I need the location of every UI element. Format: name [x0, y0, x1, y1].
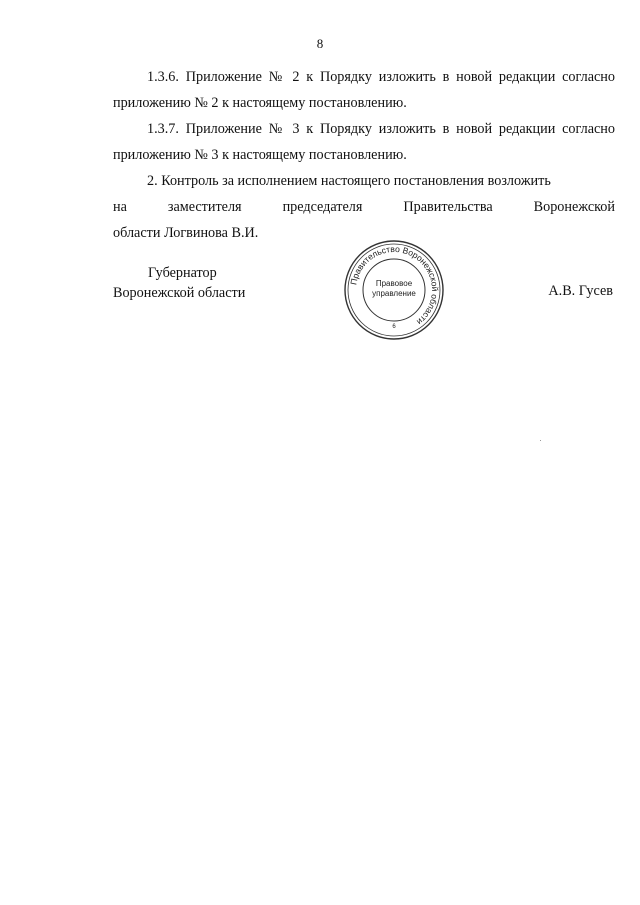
scan-speck	[540, 440, 541, 441]
paragraph-line: 2. Контроль за исполнением настоящего постановления возложить	[147, 173, 551, 189]
paragraph-line: 1.3.7. Приложение № 3 к Порядку изложить в новой редакции согласно	[147, 121, 615, 137]
document-body	[113, 64, 615, 246]
signatory-title: Губернатор	[148, 265, 217, 281]
page-number: 8	[316, 36, 324, 51]
signatory-name: А.В. Гусев	[548, 283, 613, 299]
official-stamp	[342, 238, 446, 342]
word: председателя	[282, 199, 363, 215]
stamp-outer-text: Правительство Воронежской области	[348, 243, 441, 328]
word: заместителя	[167, 199, 242, 215]
stamp-graphic	[342, 238, 446, 342]
word: Воронежской	[533, 199, 615, 215]
stamp-inner-line1: Правовое	[375, 279, 413, 288]
signature-block	[113, 263, 245, 303]
paragraph-line: области Логвинова В.И.	[113, 225, 259, 241]
paragraph-2-control	[113, 168, 615, 246]
paragraph-line: 1.3.6. Приложение № 2 к Порядку изложить в новой редакции согласно	[147, 69, 615, 85]
paragraph-1-3-6	[113, 64, 615, 116]
word: на	[113, 199, 127, 215]
signatory-organization: Воронежской области	[113, 285, 246, 301]
stamp-inner-line2: управление	[372, 289, 416, 298]
paragraph-line-justified	[113, 194, 615, 220]
word: Правительства	[403, 199, 493, 215]
stamp-number: 6	[392, 324, 396, 330]
paragraph-1-3-7	[113, 116, 615, 168]
paragraph-line: приложению № 3 к настоящему постановлению.	[113, 147, 407, 163]
paragraph-line: приложению № 2 к настоящему постановлению.	[113, 95, 407, 111]
